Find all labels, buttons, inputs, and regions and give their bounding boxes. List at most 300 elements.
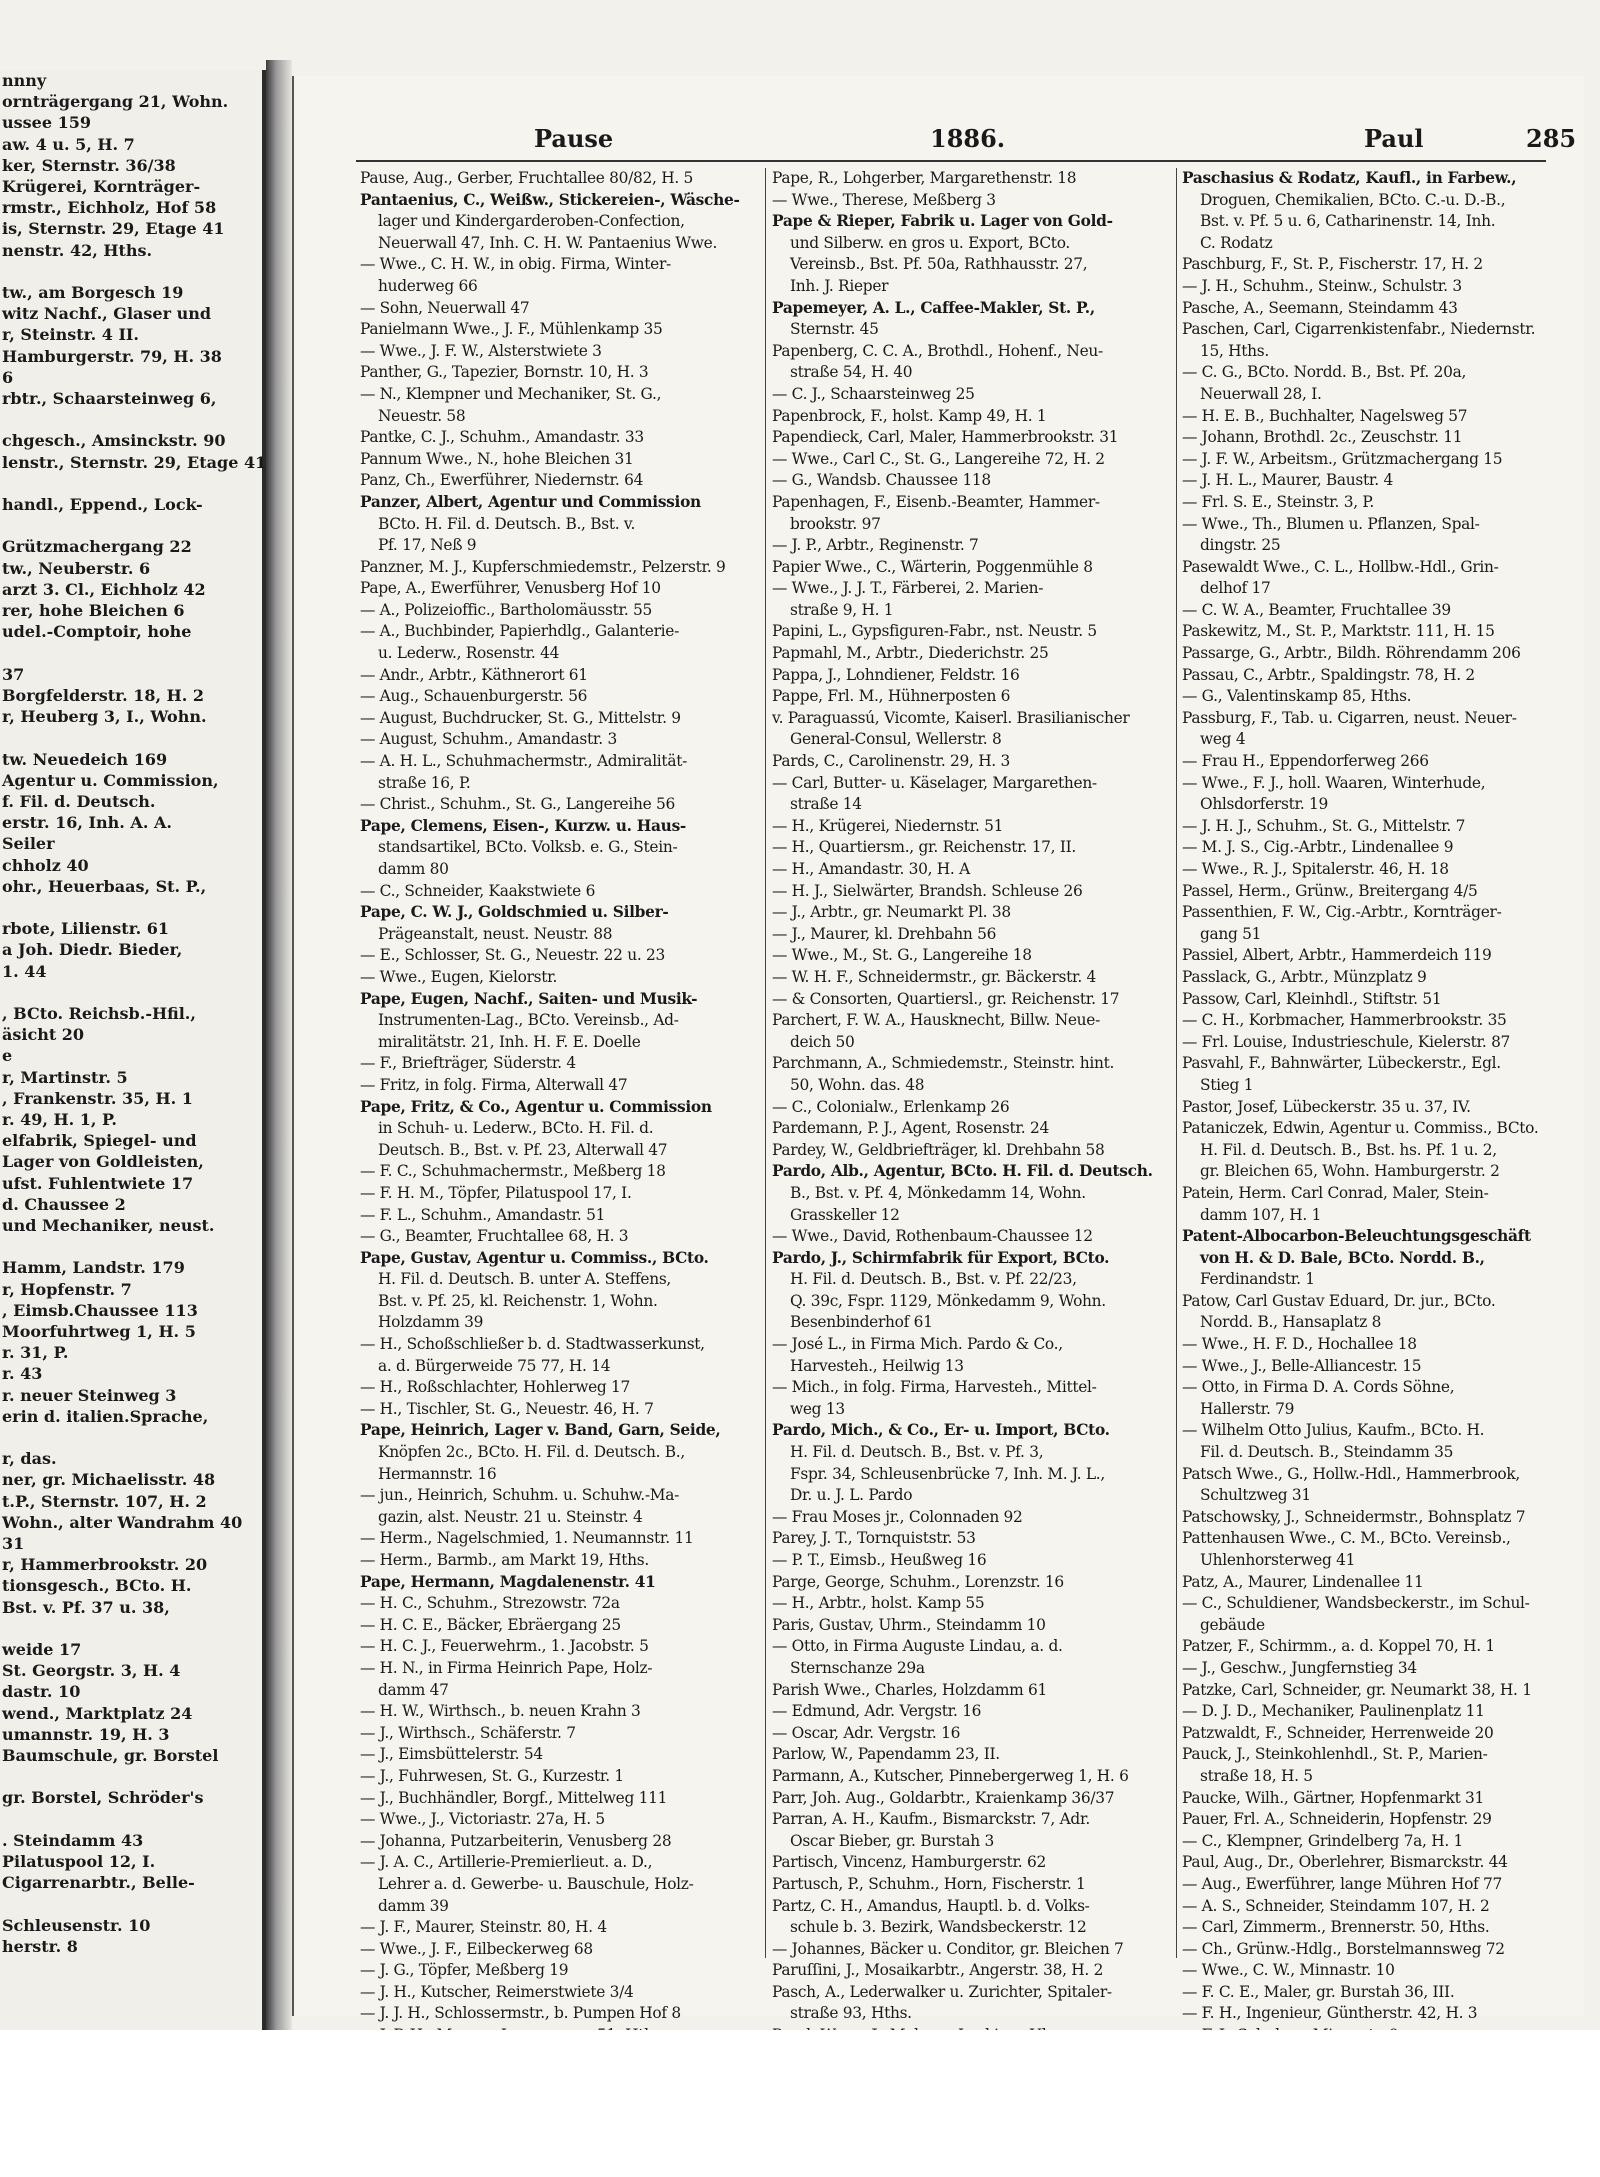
directory-entry: Paruſſini, J., Mosaikarbtr., Angerstr. 38, H. 2	[772, 1961, 1104, 1980]
left-page-line: Wohn., alter Wandrahm 40	[2, 1512, 243, 1532]
page-number: 285	[1526, 124, 1577, 153]
left-page-line: tionsgesch., BCto. H.	[2, 1576, 192, 1596]
left-page-line: tw., Neuberstr. 6	[2, 558, 151, 578]
entry-continuation: Lehrer a. d. Gewerbe- u. Bauschule, Holz-	[378, 1874, 694, 1893]
entry-continuation: Neuestr. 58	[378, 406, 466, 425]
directory-entry: Pappe, Frl. M., Hühnerposten 6	[772, 687, 1011, 706]
year-heading: 1886.	[930, 124, 1006, 153]
entry-continuation: in Schuh- u. Lederw., BCto. H. Fil. d.	[378, 1119, 654, 1138]
directory-entry: — J., Fuhrwesen, St. G., Kurzestr. 1	[360, 1766, 624, 1785]
left-page-line: Borgfelderstr. 18, H. 2	[2, 685, 205, 705]
entry-continuation: Inh. J. Rieper	[790, 276, 889, 295]
left-page-line	[0, 515, 262, 536]
left-page-line	[0, 1236, 262, 1257]
left-page-line: . Steindamm 43	[2, 1830, 144, 1850]
entry-continuation: H. Fil. d. Deutsch. B., Bst. hs. Pf. 1 u. 2,	[1200, 1140, 1497, 1159]
directory-entry: — J., Arbtr., gr. Neumarkt Pl. 38	[772, 903, 1011, 922]
directory-entry: — Frl. S. E., Steinstr. 3, P.	[1182, 492, 1374, 511]
left-page-line: Cigarrenarbtr., Belle-	[2, 1873, 195, 1893]
directory-entry: v. Paraguassú, Vicomte, Kaiserl. Brasilianischer	[772, 708, 1130, 727]
left-page-line	[0, 1427, 262, 1448]
directory-entry: Pards, C., Carolinenstr. 29, H. 3	[772, 752, 1010, 771]
directory-entry: — Johann, Brothdl. 2c., Zeuschstr. 11	[1182, 428, 1463, 447]
left-page-line: Grützmachergang 22	[2, 537, 192, 557]
left-page-line: ufst. Fuhlentwiete 17	[2, 1173, 194, 1193]
entry-continuation: u. Lederw., Rosenstr. 44	[378, 644, 560, 663]
directory-entry: Paucke, Wilh., Gärtner, Hopfenmarkt 31	[1182, 1788, 1485, 1807]
left-page-line: und Mechaniker, neust.	[2, 1215, 215, 1235]
left-page-line: a Joh. Diedr. Bieder,	[2, 940, 183, 960]
left-page-line	[0, 1809, 262, 1830]
directory-entry: Patschowsky, J., Schneidermstr., Bohnsplatz 7	[1182, 1507, 1526, 1526]
entry-continuation: Ferdinandstr. 1	[1200, 1270, 1315, 1289]
directory-entry: Parchmann, A., Schmiedemstr., Steinstr. hint.	[772, 1054, 1115, 1073]
directory-entry: — Sohn, Neuerwall 47	[360, 298, 530, 317]
directory-entry: — Wwe., R. J., Spitalerstr. 46, H. 18	[1182, 860, 1449, 878]
left-page-line: r. 31, P.	[2, 1343, 69, 1363]
left-page-line: nnny	[2, 71, 47, 90]
entry-continuation: damm 39	[378, 1896, 449, 1915]
left-page-line: ker, Sternstr. 36/38	[2, 155, 176, 175]
directory-entry: — Carl, Butter- u. Käselager, Margarethen-	[772, 773, 1097, 792]
directory-entry: — Wilhelm Otto Julius, Kaufm., BCto. H.	[1182, 1421, 1485, 1440]
left-headword: Pause	[534, 124, 614, 153]
entry-continuation: Neuerwall 28, I.	[1200, 384, 1322, 403]
entry-continuation: straße 14	[790, 795, 862, 814]
directory-entry: — Mich., in folg. Firma, Harvesteh., Mittel-	[772, 1378, 1097, 1397]
left-page-line: Krügerei, Kornträger-	[2, 177, 201, 197]
directory-entry: Passiel, Albert, Arbtr., Hammerdeich 119	[1182, 946, 1492, 965]
left-page-line: St. Georgstr. 3, H. 4	[2, 1661, 181, 1681]
directory-entry: Pauer, Frl. A., Schneiderin, Hopfenstr. 29	[1182, 1810, 1492, 1829]
directory-entry: Pataniczek, Edwin, Agentur u. Commiss., BCto.	[1182, 1119, 1539, 1138]
directory-entry: Papmahl, M., Arbtr., Diederichstr. 25	[772, 644, 1049, 663]
directory-entry: Parran, A. H., Kaufm., Bismarckstr. 7, Adr.	[772, 1810, 1090, 1829]
directory-entry: Passow, Carl, Kleinhdl., Stiftstr. 51	[1182, 989, 1442, 1008]
directory-entry: Partusch, P., Schuhm., Horn, Fischerstr. 1	[772, 1874, 1086, 1893]
directory-entry: Passburg, F., Tab. u. Cigarren, neust. Neuer-	[1182, 708, 1517, 727]
left-page-line: r, Hammerbrookstr. 20	[2, 1555, 208, 1575]
left-page-line	[0, 261, 262, 282]
directory-entry: — H., Arbtr., holst. Kamp 55	[772, 1594, 985, 1613]
directory-entry: — August, Schuhm., Amandastr. 3	[360, 730, 617, 749]
entry-continuation: Harvesteh., Heilwig 13	[790, 1356, 964, 1375]
directory-entry: — C. H., Korbmacher, Hammerbrookstr. 35	[1182, 1011, 1507, 1030]
directory-entry: — Wwe., Therese, Meßberg 3	[772, 190, 996, 209]
directory-entry: — E., Schlosser, St. G., Neuestr. 22 u. 23	[360, 946, 666, 965]
entry-continuation: Fil. d. Deutsch. B., Steindamm 35	[1200, 1443, 1454, 1462]
directory-entry: — Andr., Arbtr., Käthnerort 61	[360, 665, 588, 684]
directory-entry: — G., Valentinskamp 85, Hths.	[1182, 687, 1412, 706]
left-page-line: d. Chaussee 2	[2, 1194, 126, 1214]
directory-entry: Panzner, M. J., Kupferschmiedemstr., Pelzerstr. 9	[360, 557, 726, 576]
entry-continuation: gr. Bleichen 65, Wohn. Hamburgerstr. 2	[1200, 1162, 1500, 1181]
left-page-line: Pilatuspool 12, I.	[2, 1852, 156, 1872]
left-page-line	[0, 409, 262, 430]
directory-entry: Passenthien, F. W., Cig.-Arbtr., Kornträger-	[1182, 903, 1502, 922]
directory-entry: — A. H. L., Schuhmachermstr., Admiralität-	[360, 752, 687, 771]
directory-entry: — J., Eimsbüttelerstr. 54	[360, 1745, 543, 1764]
directory-entry: — Wwe., M., St. G., Langereihe 18	[772, 946, 1032, 965]
left-page-line: herstr. 8	[2, 1936, 78, 1956]
entry-continuation: a. d. Bürgerweide 75 77, H. 14	[378, 1356, 611, 1375]
directory-entry: — Christ., Schuhm., St. G., Langereihe 56	[360, 795, 675, 814]
directory-entry: — Ch., Grünw.-Hdlg., Borstelmannsweg 72	[1182, 1939, 1505, 1958]
entry-continuation: Stieg 1	[1200, 1075, 1254, 1094]
directory-entry: — Oscar, Adr. Vergstr. 16	[772, 1723, 961, 1742]
entry-continuation: H. Fil. d. Deutsch. B. unter A. Steffens,	[378, 1270, 672, 1289]
directory-entry: — H., Tischler, St. G., Neuestr. 46, H. 7	[360, 1399, 654, 1418]
left-page-fragment	[0, 70, 266, 2030]
left-page-line	[0, 473, 262, 494]
scan-margin	[0, 2030, 1600, 2177]
left-page-line: 37	[2, 664, 25, 684]
directory-entry: Parchert, F. W. A., Hausknecht, Billw. Neue-	[772, 1011, 1100, 1030]
entry-continuation: General-Consul, Wellerstr. 8	[790, 730, 1002, 749]
directory-entry: — A. S., Schneider, Steindamm 107, H. 2	[1182, 1896, 1490, 1915]
entry-continuation: Hallerstr. 79	[1200, 1399, 1295, 1418]
entry-continuation: delhof 17	[1200, 579, 1271, 598]
directory-entry: Papenhagen, F., Eisenb.-Beamter, Hammer-	[772, 492, 1100, 511]
directory-entry: — C., Schneider, Kaakstwiete 6	[360, 881, 596, 900]
directory-entry: — H., Roßschlachter, Hohlerweg 17	[360, 1378, 631, 1397]
left-page-line: Agentur u. Commission,	[2, 770, 219, 790]
left-page-line: Lager von Goldleisten,	[2, 1152, 204, 1172]
right-headword: Paul	[1364, 124, 1424, 153]
entry-continuation: damm 80	[378, 860, 449, 878]
directory-column-3	[1182, 168, 1578, 2023]
directory-entry: Pardemann, P. J., Agent, Rosenstr. 24	[772, 1119, 1049, 1138]
left-page-line	[0, 727, 262, 748]
directory-entry: Pape, Gustav, Agentur u. Commiss., BCto.	[360, 1248, 709, 1267]
left-page-line: nenstr. 42, Hths.	[2, 240, 153, 260]
left-page-line: r, Steinstr. 4 II.	[2, 325, 139, 345]
directory-entry: — C. W. A., Beamter, Fruchtallee 39	[1182, 600, 1451, 619]
directory-entry: — Johannes, Bäcker u. Conditor, gr. Bleichen 7	[772, 1939, 1124, 1958]
directory-entry: — F. H. M., Töpfer, Pilatuspool 17, I.	[360, 1183, 632, 1202]
directory-entry: — A., Polizeioffic., Bartholomäusstr. 55	[360, 600, 653, 619]
directory-entry: Patow, Carl Gustav Eduard, Dr. jur., BCto.	[1182, 1291, 1496, 1310]
left-page-line: Hamburgerstr. 79, H. 38	[2, 346, 222, 366]
directory-entry: Paris, Gustav, Uhrm., Steindamm 10	[772, 1615, 1046, 1634]
directory-entry: Patsch Wwe., G., Hollw.-Hdl., Hammerbrook,	[1182, 1464, 1521, 1483]
directory-entry: — Frl. Louise, Industrieschule, Kielerstr. 87	[1182, 1032, 1511, 1051]
directory-entry: Paul, Aug., Dr., Oberlehrer, Bismarckstr. 44	[1182, 1853, 1508, 1872]
entry-continuation: straße 16, P.	[378, 773, 471, 792]
left-page-line	[0, 1766, 262, 1787]
directory-entry: Pattenhausen Wwe., C. M., BCto. Vereinsb.,	[1182, 1529, 1511, 1548]
left-page-line: ner, gr. Michaelisstr. 48	[2, 1470, 216, 1490]
directory-entry: Papini, L., Gypsfiguren-Fabr., nst. Neustr. 5	[772, 622, 1097, 641]
left-page-line: rbtr., Schaarsteinweg 6,	[2, 389, 217, 409]
directory-entry: — C., Schuldiener, Wandsbeckerstr., im Schul-	[1182, 1594, 1530, 1613]
entry-continuation: straße 93, Hths.	[790, 2004, 912, 2023]
directory-entry: Patein, Herm. Carl Conrad, Maler, Stein-	[1182, 1183, 1489, 1202]
directory-entry: — Herm., Barmb., am Markt 19, Hths.	[360, 1551, 649, 1569]
directory-entry: — F., Briefträger, Süderstr. 4	[360, 1054, 576, 1073]
directory-entry: — Carl, Zimmerm., Brennerstr. 50, Hths.	[1182, 1918, 1490, 1937]
directory-entry: — G., Wandsb. Chaussee 118	[772, 471, 991, 490]
entry-continuation: Nordd. B., Hansaplatz 8	[1200, 1313, 1382, 1332]
left-page-line: Baumschule, gr. Borstel	[2, 1746, 219, 1766]
directory-entry: — H., Krügerei, Niedernstr. 51	[772, 816, 1004, 835]
left-page-line: chholz 40	[2, 855, 89, 875]
entry-continuation: Pf. 17, Neß 9	[378, 536, 477, 555]
entry-continuation: BCto. H. Fil. d. Deutsch. B., Bst. v.	[378, 514, 636, 533]
entry-continuation: Instrumenten-Lag., BCto. Vereinsb., Ad-	[378, 1011, 679, 1030]
directory-entry: Pasvahl, F., Bahnwärter, Lübeckerstr., Egl.	[1182, 1054, 1501, 1073]
directory-entry: — G., Beamter, Fruchtallee 68, H. 3	[360, 1227, 629, 1246]
left-page-line: rmstr., Eichholz, Hof 58	[2, 198, 217, 218]
left-page-line: r, Heuberg 3, I., Wohn.	[2, 707, 207, 727]
entry-continuation: Droguen, Chemikalien, BCto. C.-u. D.-B.,	[1200, 190, 1506, 209]
directory-entry: — J. H. L., Maurer, Baustr. 4	[1182, 471, 1393, 490]
directory-entry: Parge, George, Schuhm., Lorenzstr. 16	[772, 1572, 1064, 1591]
directory-entry: — J., Buchhändler, Borgf., Mittelweg 111	[360, 1788, 668, 1807]
left-page-line: aw. 4 u. 5, H. 7	[2, 134, 135, 154]
directory-entry: — Frau H., Eppendorferweg 266	[1182, 752, 1429, 771]
directory-entry: — Wwe., Eugen, Kielorstr.	[360, 967, 558, 986]
left-page-line: r, das.	[2, 1449, 57, 1469]
entry-continuation: und Silberw. en gros u. Export, BCto.	[790, 233, 1070, 252]
directory-entry: Pantke, C. J., Schuhm., Amandastr. 33	[360, 428, 644, 447]
entry-continuation: Schultzweg 31	[1200, 1486, 1311, 1505]
left-page-line: 6	[2, 367, 14, 387]
entry-continuation: gebäude	[1200, 1615, 1265, 1634]
directory-entry: — F. H., Ingenieur, Güntherstr. 42, H. 3	[1182, 2004, 1478, 2023]
left-page-line: r. 43	[2, 1364, 43, 1384]
entry-continuation: Sternschanze 29a	[790, 1658, 925, 1677]
directory-entry: Pannum Wwe., N., hohe Bleichen 31	[360, 449, 634, 468]
directory-entry: Pape, Eugen, Nachf., Saiten- und Musik-	[360, 989, 698, 1008]
directory-entry: — Otto, in Firma Auguste Lindau, a. d.	[772, 1637, 1063, 1656]
directory-entry: — J. F. W., Arbeitsm., Grützmachergang 15	[1182, 449, 1503, 468]
directory-entry: — J. H., Kutscher, Reimerstwiete 3/4	[360, 1982, 634, 2001]
left-page-line: Bst. v. Pf. 37 u. 38,	[2, 1597, 170, 1617]
directory-entry: — H., Quartiersm., gr. Reichenstr. 17, II.	[772, 838, 1077, 857]
directory-entry: — J. H. J., Schuhm., St. G., Mittelstr. 7	[1182, 816, 1466, 835]
entry-continuation: 15, Hths.	[1200, 341, 1269, 360]
directory-entry: — H. N., in Firma Heinrich Pape, Holz-	[360, 1658, 653, 1677]
directory-entry: — H. C., Schuhm., Strezowstr. 72a	[360, 1594, 620, 1613]
entry-continuation: Bst. v. Pf. 25, kl. Reichenstr. 1, Wohn.	[378, 1291, 658, 1310]
directory-entry: — F. C. E., Maler, gr. Burstah 36, III.	[1182, 1982, 1455, 2001]
entry-continuation: straße 18, H. 5	[1200, 1766, 1313, 1785]
left-page-line: witz Nachf., Glaser und	[2, 304, 212, 324]
left-page-line: ussee 159	[2, 113, 91, 133]
left-page-line: , Frankenstr. 35, H. 1	[2, 1088, 193, 1108]
left-page-line: rbote, Lilienstr. 61	[2, 919, 170, 939]
left-page-line	[0, 1893, 262, 1914]
directory-entry: Parlow, W., Papendamm 23, II.	[772, 1745, 1000, 1764]
left-page-line	[0, 982, 262, 1003]
left-page-line: Schleusenstr. 10	[2, 1915, 151, 1935]
directory-entry: — F. L., Schuhm., Amandastr. 51	[360, 1205, 606, 1224]
directory-entry: — & Consorten, Quartiersl., gr. Reichenstr. 17	[772, 989, 1120, 1008]
left-page-line: udel.-Comptoir, hohe	[2, 622, 192, 642]
left-page-line: f. Fil. d. Deutsch.	[2, 791, 156, 811]
directory-entry: — D. J. D., Mechaniker, Paulinenplatz 11	[1182, 1702, 1485, 1721]
entry-continuation: Hermannstr. 16	[378, 1464, 497, 1483]
left-page-line: chgesch., Amsinckstr. 90	[2, 431, 226, 451]
directory-entry: — H. W., Wirthsch., b. neuen Krahn 3	[360, 1702, 641, 1721]
directory-entry: — Wwe., C. H. W., in obig. Firma, Winter-	[360, 255, 671, 274]
directory-entry: — H. C. E., Bäcker, Ebräergang 25	[360, 1615, 621, 1634]
entry-continuation: Sternstr. 45	[790, 320, 879, 339]
directory-entry: Papenberg, C. C. A., Brothdl., Hohenf., Neu-	[772, 341, 1103, 360]
directory-entry: — Frau Moses jr., Colonnaden 92	[772, 1507, 1023, 1526]
entry-continuation: gang 51	[1200, 924, 1262, 943]
directory-entry: Panther, G., Tapezier, Bornstr. 10, H. 3	[360, 363, 649, 382]
directory-entry: — H. E. B., Buchhalter, Nagelsweg 57	[1182, 406, 1468, 425]
directory-entry: Passarge, G., Arbtr., Bildh. Röhrendamm 206	[1182, 644, 1521, 663]
directory-entry: — Wwe., J. F., Eilbeckerweg 68	[360, 1939, 593, 1958]
directory-entry: — Fritz, in folg. Firma, Alterwall 47	[360, 1075, 628, 1094]
directory-entry: Papenbrock, F., holst. Kamp 49, H. 1	[772, 406, 1047, 425]
left-page-line: rer, hohe Bleichen 6	[2, 601, 185, 621]
directory-entry: — H. J., Sielwärter, Brandsh. Schleuse 26	[772, 881, 1083, 900]
entry-continuation: schule b. 3. Bezirk, Wandsbeckerstr. 12	[790, 1918, 1087, 1937]
header-rule	[356, 160, 1546, 162]
left-page-line: umannstr. 19, H. 3	[2, 1724, 170, 1744]
directory-entry: Pape, A., Ewerführer, Venusberg Hof 10	[360, 579, 661, 598]
left-page-line: Hamm, Landstr. 179	[2, 1258, 185, 1278]
directory-entry: Papemeyer, A. L., Caffee-Makler, St. P.,	[772, 298, 1095, 317]
directory-entry: Pasch, A., Lederwalker u. Zurichter, Spitaler-	[772, 1982, 1112, 2001]
directory-entry: Patzwaldt, F., Schneider, Herrenweide 20	[1182, 1723, 1494, 1742]
left-page-line: is, Sternstr. 29, Etage 41	[2, 219, 225, 239]
directory-entry: — J. J. H., Schlossermstr., b. Pumpen Hof 8	[360, 2004, 681, 2023]
directory-entry: — Wwe., J. F. W., Alsterstwiete 3	[360, 341, 602, 360]
entry-continuation: Holzdamm 39	[378, 1313, 484, 1332]
directory-entry: Papendieck, Carl, Maler, Hammerbrookstr. 31	[772, 428, 1119, 447]
entry-continuation: dingstr. 25	[1200, 536, 1281, 555]
left-page-line: 1. 44	[2, 961, 47, 981]
directory-entry: Partisch, Vincenz, Hamburgerstr. 62	[772, 1853, 1046, 1872]
directory-entry: Pardo, Alb., Agentur, BCto. H. Fil. d. Deutsch.	[772, 1162, 1153, 1181]
left-page-line: handl., Eppend., Lock-	[2, 495, 203, 515]
left-page-line: elfabrik, Spiegel- und	[2, 1131, 197, 1151]
book-gutter	[266, 60, 292, 2040]
directory-entry: Pape, C. W. J., Goldschmied u. Silber-	[360, 903, 669, 922]
directory-entry: — C. J., Schaarsteinweg 25	[772, 384, 975, 403]
directory-entry: Pardey, W., Geldbriefträger, kl. Drehbahn 58	[772, 1140, 1105, 1159]
left-page-line: , Eimsb.Chaussee 113	[2, 1300, 198, 1320]
directory-entry: Pauck, J., Steinkohlenhdl., St. P., Marien-	[1182, 1745, 1488, 1764]
left-page-line: dastr. 10	[2, 1682, 81, 1702]
directory-entry: — N., Klempner und Mechaniker, St. G.,	[360, 384, 662, 403]
directory-entry: Patzke, Carl, Schneider, gr. Neumarkt 38, H. 1	[1182, 1680, 1532, 1699]
directory-entry: — H., Amandastr. 30, H. A	[772, 860, 970, 878]
directory-entry: Pape, Clemens, Eisen-, Kurzw. u. Haus-	[360, 816, 687, 835]
left-page-line: tw., am Borgesch 19	[2, 283, 184, 303]
directory-entry: — Wwe., Th., Blumen u. Pflanzen, Spal-	[1182, 514, 1480, 533]
directory-entry: — Wwe., J., Belle-Alliancestr. 15	[1182, 1356, 1422, 1375]
entry-continuation: damm 107, H. 1	[1200, 1205, 1322, 1224]
directory-entry: Patz, A., Maurer, Lindenallee 11	[1182, 1572, 1424, 1591]
directory-entry: — A., Buchbinder, Papierhdlg., Galanterie-	[360, 622, 679, 641]
entry-continuation: gazin, alst. Neustr. 21 u. Steinstr. 4	[378, 1507, 643, 1526]
directory-entry: — Wwe., David, Rothenbaum-Chaussee 12	[772, 1227, 1093, 1246]
entry-continuation: damm 47	[378, 1680, 449, 1699]
left-page-line: erstr. 16, Inh. A. A.	[2, 813, 172, 833]
entry-continuation: von H. & D. Bale, BCto. Nordd. B.,	[1200, 1248, 1485, 1267]
directory-entry: Pardo, J., Schirmfabrik für Export, BCto.	[772, 1248, 1110, 1267]
directory-entry: — August, Buchdrucker, St. G., Mittelstr. 9	[360, 708, 681, 727]
entry-continuation: straße 9, H. 1	[790, 600, 894, 619]
directory-entry: Passlack, G., Arbtr., Münzplatz 9	[1182, 967, 1427, 986]
directory-entry: — P. T., Eimsb., Heußweg 16	[772, 1551, 987, 1569]
entry-continuation: Knöpfen 2c., BCto. H. Fil. d. Deutsch. B.,	[378, 1443, 685, 1462]
entry-continuation: Oscar Bieber, gr. Burstah 3	[790, 1831, 994, 1850]
directory-column-2	[772, 168, 1170, 2023]
left-page-line: r, Martinstr. 5	[2, 1067, 128, 1087]
directory-entry: Pasewaldt Wwe., C. L., Hollbw.-Hdl., Grin-	[1182, 557, 1499, 576]
directory-entry: — J., Maurer, kl. Drehbahn 56	[772, 924, 997, 943]
directory-entry: Pappa, J., Lohndiener, Feldstr. 16	[772, 665, 1020, 684]
left-page-line: r. neuer Steinweg 3	[2, 1385, 177, 1405]
entry-continuation: standsartikel, BCto. Volksb. e. G., Stein-	[378, 838, 678, 857]
directory-entry: Paschasius & Rodatz, Kaufl., in Farbew.,	[1182, 169, 1517, 187]
entry-continuation: deich 50	[790, 1032, 855, 1051]
entry-continuation: straße 54, H. 40	[790, 363, 913, 382]
running-head	[294, 124, 1584, 160]
left-page-line: r. 49, H. 1, P.	[2, 1109, 117, 1129]
directory-entry: Patent-Albocarbon-Beleuchtungsgeschäft	[1182, 1227, 1531, 1246]
directory-entry: Parish Wwe., Charles, Holzdamm 61	[772, 1680, 1048, 1699]
directory-entry: — Wwe., C. W., Minnastr. 10	[1182, 1961, 1395, 1980]
left-page-line: weide 17	[2, 1640, 82, 1660]
entry-continuation: Fspr. 34, Schleusenbrücke 7, Inh. M. J. L.,	[790, 1464, 1105, 1483]
column-rule	[765, 168, 766, 1958]
directory-entry: — Wwe., H. F. D., Hochallee 18	[1182, 1335, 1417, 1354]
directory-entry: — J. A. C., Artillerie-Premierlieut. a. D.,	[360, 1853, 653, 1872]
entry-continuation: H. Fil. d. Deutsch. B., Bst. v. Pf. 3,	[790, 1443, 1044, 1462]
directory-entry: Pardo, Mich., & Co., Er- u. Import, BCto.	[772, 1421, 1110, 1440]
directory-column-1	[360, 168, 758, 2023]
directory-entry: Panzer, Albert, Agentur und Commission	[360, 492, 701, 511]
left-page-line: arzt 3. Cl., Eichholz 42	[2, 579, 206, 599]
directory-entry: — José L., in Firma Mich. Pardo & Co.,	[772, 1335, 1063, 1354]
entry-continuation: miralitätstr. 21, Inh. H. F. E. Doelle	[378, 1032, 641, 1051]
left-page-line: t.P., Sternstr. 107, H. 2	[2, 1491, 207, 1511]
column-rule	[1176, 168, 1177, 1958]
directory-entry: — M. J. S., Cig.-Arbtr., Lindenallee 9	[1182, 838, 1454, 857]
left-page-line: 31	[2, 1534, 25, 1554]
left-page-line: wend., Marktplatz 24	[2, 1703, 193, 1723]
directory-entry: Pape & Rieper, Fabrik u. Lager von Gold-	[772, 212, 1113, 231]
directory-entry: Paschburg, F., St. P., Fischerstr. 17, H. 2	[1182, 255, 1483, 274]
directory-entry: Pape, Heinrich, Lager v. Band, Garn, Seide,	[360, 1421, 721, 1440]
left-page-line	[0, 642, 262, 663]
directory-entry: Pape, Fritz, & Co., Agentur u. Commission	[360, 1097, 712, 1116]
directory-entry: — Aug., Ewerführer, lange Mühren Hof 77	[1182, 1874, 1503, 1893]
left-page-line: Seiler	[2, 834, 55, 854]
directory-entry: Partz, C. H., Amandus, Hauptl. b. d. Volks-	[772, 1896, 1090, 1915]
directory-entry: Paskewitz, M., St. P., Marktstr. 111, H. 15	[1182, 622, 1495, 641]
entry-continuation: B., Bst. v. Pf. 4, Mönkedamm 14, Wohn.	[790, 1183, 1086, 1202]
directory-entry: Pantaenius, C., Weißw., Stickereien-, Wäsche-	[360, 190, 740, 209]
directory-entry: — Herm., Nagelschmied, 1. Neumannstr. 11	[360, 1529, 694, 1548]
directory-entry: — J., Wirthsch., Schäferstr. 7	[360, 1723, 576, 1742]
directory-entry: — Johanna, Putzarbeiterin, Venusberg 28	[360, 1831, 672, 1850]
directory-entry: — H., Schoßschließer b. d. Stadtwasserkunst,	[360, 1335, 705, 1354]
entry-continuation: Prägeanstalt, neust. Neustr. 88	[378, 924, 613, 943]
directory-entry: Parr, Joh. Aug., Goldarbtr., Kraienkamp 36/37	[772, 1788, 1115, 1807]
directory-entry: — C. G., BCto. Nordd. B., Bst. Pf. 20a,	[1182, 363, 1467, 382]
directory-entry: — F. C., Schuhmachermstr., Meßberg 18	[360, 1162, 666, 1181]
entry-continuation: lager und Kindergarderoben-Confection,	[378, 212, 685, 231]
